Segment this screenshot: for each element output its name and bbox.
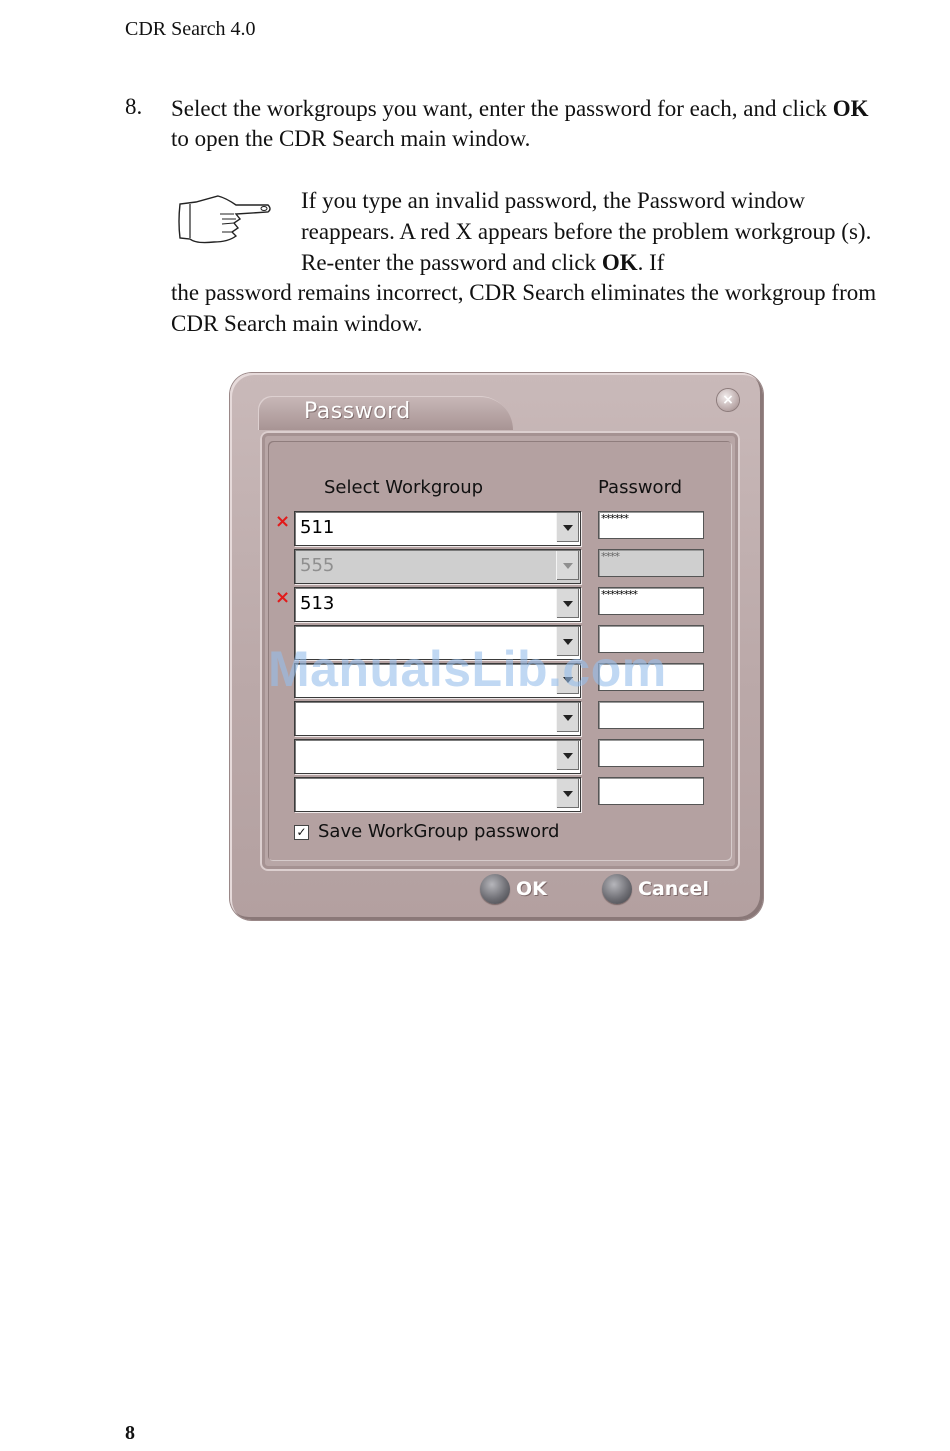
- error-x-icon: ×: [275, 587, 291, 608]
- workgroup-select[interactable]: [294, 777, 581, 812]
- password-field[interactable]: [598, 511, 704, 539]
- step-ok-bold: OK: [832, 96, 869, 121]
- chevron-down-icon: [556, 551, 579, 580]
- password-header: Password: [598, 477, 683, 498]
- workgroup-row: [268, 777, 732, 813]
- note-ok-bold: OK: [601, 250, 638, 275]
- cancel-button[interactable]: [602, 873, 709, 905]
- workgroup-row: [268, 701, 732, 737]
- save-password-checkbox[interactable]: ✓: [294, 825, 309, 840]
- password-field[interactable]: [598, 701, 704, 729]
- note-text-a: If you type an invalid password, the Password window reappears. A red X appears before the problem workgroup (s). Re-enter the password and click: [301, 188, 872, 275]
- close-icon[interactable]: ×: [717, 389, 739, 411]
- select-workgroup-header: Select Workgroup: [324, 477, 484, 498]
- chevron-down-icon[interactable]: [556, 589, 579, 618]
- ok-button[interactable]: [480, 873, 547, 905]
- step-text-b: to open the CDR Search main window.: [171, 126, 531, 151]
- password-mask: ****: [601, 550, 619, 563]
- page-number: 8: [125, 1422, 135, 1444]
- running-header: CDR Search 4.0: [125, 18, 256, 40]
- error-x-icon: ×: [275, 511, 291, 532]
- workgroup-select[interactable]: [294, 701, 581, 736]
- chevron-down-icon[interactable]: [556, 741, 579, 770]
- chevron-down-icon[interactable]: [556, 513, 579, 542]
- step-text-a: Select the workgroups you want, enter the password for each, and click: [171, 96, 833, 121]
- ok-button-label: OK: [516, 878, 547, 900]
- chevron-down-icon[interactable]: [556, 703, 579, 732]
- password-mask: ********: [601, 588, 637, 601]
- password-field[interactable]: [598, 587, 704, 615]
- cancel-orb-icon: [602, 874, 632, 904]
- password-field[interactable]: [598, 739, 704, 767]
- workgroup-row: [268, 739, 732, 775]
- ok-orb-icon: [480, 874, 510, 904]
- workgroup-select[interactable]: [294, 587, 581, 622]
- workgroup-value: 513: [300, 593, 335, 614]
- workgroup-select[interactable]: [294, 511, 581, 546]
- step-instruction: [171, 94, 891, 154]
- pointing-hand-icon: [176, 192, 272, 248]
- workgroup-row: [268, 511, 732, 547]
- workgroup-value: 511: [300, 517, 335, 538]
- workgroup-value: 555: [300, 555, 335, 576]
- note-text-b: . If: [637, 250, 665, 275]
- watermark: ManualsLib.com: [268, 641, 667, 697]
- password-field[interactable]: [598, 777, 704, 805]
- workgroup-select: [294, 549, 581, 584]
- workgroup-select[interactable]: [294, 739, 581, 774]
- note-text-top: [301, 185, 881, 278]
- workgroup-row: [268, 587, 732, 623]
- dialog-title: Password: [304, 399, 411, 424]
- password-field: [598, 549, 704, 577]
- password-mask: ******: [601, 512, 628, 525]
- cancel-button-label: Cancel: [638, 878, 709, 900]
- note-text-bottom: the password remains incorrect, CDR Search eliminates the workgroup from CDR Search main window.: [171, 280, 877, 336]
- save-password-label[interactable]: Save WorkGroup password: [318, 821, 560, 842]
- chevron-down-icon[interactable]: [556, 779, 579, 808]
- workgroup-row: [268, 549, 732, 585]
- step-number: 8.: [125, 94, 143, 119]
